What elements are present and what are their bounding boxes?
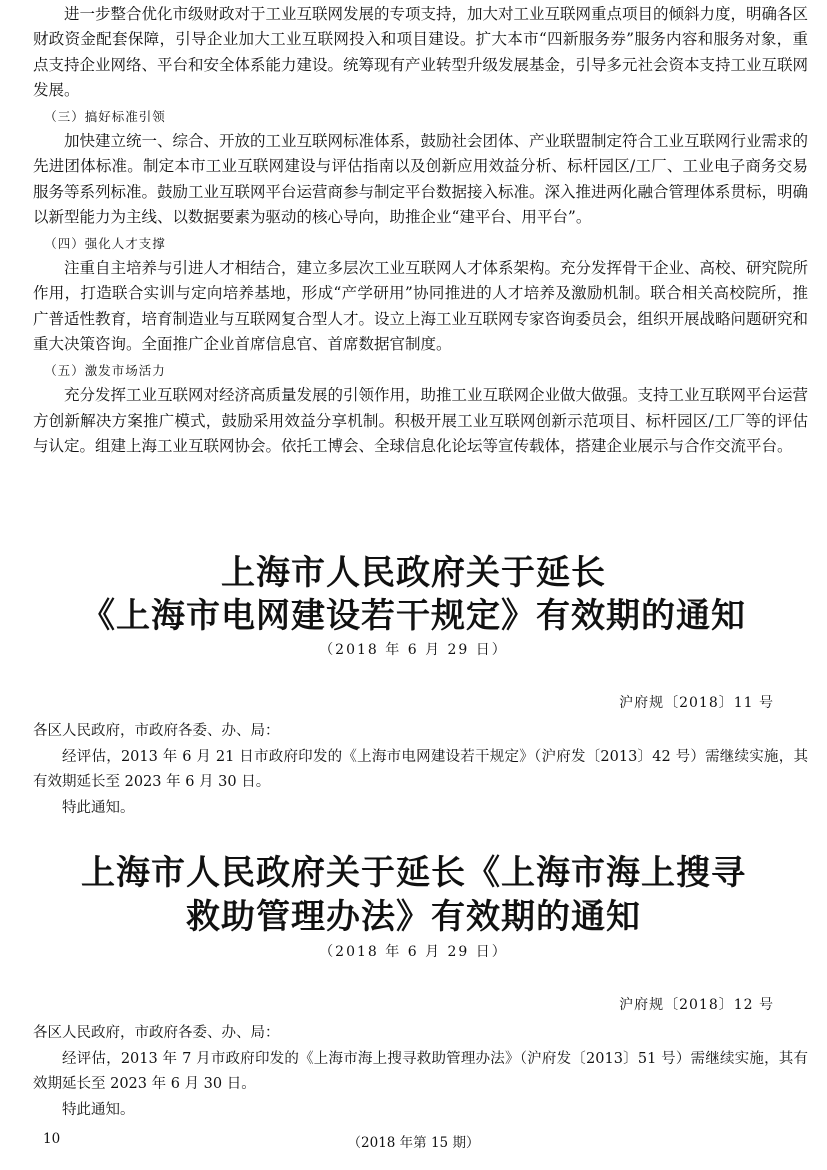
- paragraph-market: 充分发挥工业互联网对经济高质量发展的引领作用，助推工业互联网企业做大做强。支持工业互联网平台运营方创新解决方案推广模式，鼓励采用效益分享机制。积极开展工业互联网创新示范项目、标杆园区/工厂等的评估与认定。组建上海工业互联网协会。依托工博会、全球信息化论坛等宣传载体，搭建企业展示与合作交流平台。: [33, 386, 809, 455]
- notice1-title-line1: 上海市人民政府关于延长: [221, 553, 606, 593]
- notice2-title-line1: 上海市人民政府关于延长《上海市海上搜寻: [81, 853, 746, 893]
- paragraph-fiscal-support: 进一步整合优化市级财政对于工业互联网发展的专项支持，加大对工业互联网重点项目的倾斜力度，明确各区财政资金配套保障，引导企业加大工业互联网投入和项目建设。扩大本市“四新服务券”服务内容和服务对象，重点支持企业网络、平台和安全体系能力建设。统筹现有产业转型升级发展基金，引导多元社会资本支持工业互联网发展。: [33, 5, 809, 100]
- notice1-doc-number: 沪府规〔2018〕11 号: [619, 695, 774, 711]
- notice2-date: （2018 年 6 月 29 日）: [319, 944, 508, 960]
- notice1-closing: 特此通知。: [62, 799, 135, 816]
- section-heading-market: （五）激发市场活力: [44, 362, 166, 378]
- notice2-content: 经评估，2013 年 7 月市政府印发的《上海市海上搜寻救助管理办法》（沪府发〔2013〕51 号）需继续实施，其有效期延长至 2023 年 6 月 30 日。: [33, 1050, 808, 1092]
- notice1-content: 经评估，2013 年 6 月 21 日市政府印发的《上海市电网建设若干规定》（沪府发〔2013〕42 号）需继续实施，其有效期延长至 2023 年 6 月 30 日。: [33, 748, 808, 790]
- issue-number: （2018 年第 15 期）: [347, 1135, 480, 1151]
- notice2-title-line2: 救助管理办法》有效期的通知: [186, 897, 641, 937]
- paragraph-standards: 加快建立统一、综合、开放的工业互联网标准体系，鼓励社会团体、产业联盟制定符合工业互联网行业需求的先进团体标准。制定本市工业互联网建设与评估指南以及创新应用效益分析、标杆园区/工厂、工业电子商务交易服务等系列标准。鼓励工业互联网平台运营商参与制定平台数据接入标准。深入推进两化融合管理体系贯标，明确以新型能力为主线、以数据要素为驱动的核心导向，助推企业“建平台、用平台”。: [33, 132, 809, 227]
- notice2-body: [33, 1021, 808, 1123]
- notice1-body: [33, 719, 808, 821]
- notice1-date: （2018 年 6 月 29 日）: [319, 642, 508, 658]
- notice2-closing: 特此通知。: [62, 1101, 135, 1118]
- section-heading-standards: （三）搞好标准引领: [44, 108, 166, 124]
- policy-continuation: [33, 2, 808, 459]
- notice2-salutation: 各区人民政府，市政府各委、办、局：: [33, 1025, 280, 1041]
- notice2-doc-number: 沪府规〔2018〕12 号: [619, 997, 774, 1013]
- page-number: 10: [43, 1131, 61, 1147]
- section-heading-talent: （四）强化人才支撑: [44, 235, 166, 251]
- notice1-title-line2: 《上海市电网建设若干规定》有效期的通知: [81, 596, 746, 636]
- notice1-salutation: 各区人民政府，市政府各委、办、局：: [33, 723, 280, 739]
- paragraph-talent: 注重自主培养与引进人才相结合，建立多层次工业互联网人才体系架构。充分发挥骨干企业、高校、研究院所作用，打造联合实训与定向培养基地，形成“产学研用”协同推进的人才培养及激励机制。联合相关高校院所，推广普适性教育，培育制造业与互联网复合型人才。设立上海工业互联网专家咨询委员会，组织开展战略问题研究和重大决策咨询。全面推广企业首席信息官、首席数据官制度。: [33, 259, 809, 354]
